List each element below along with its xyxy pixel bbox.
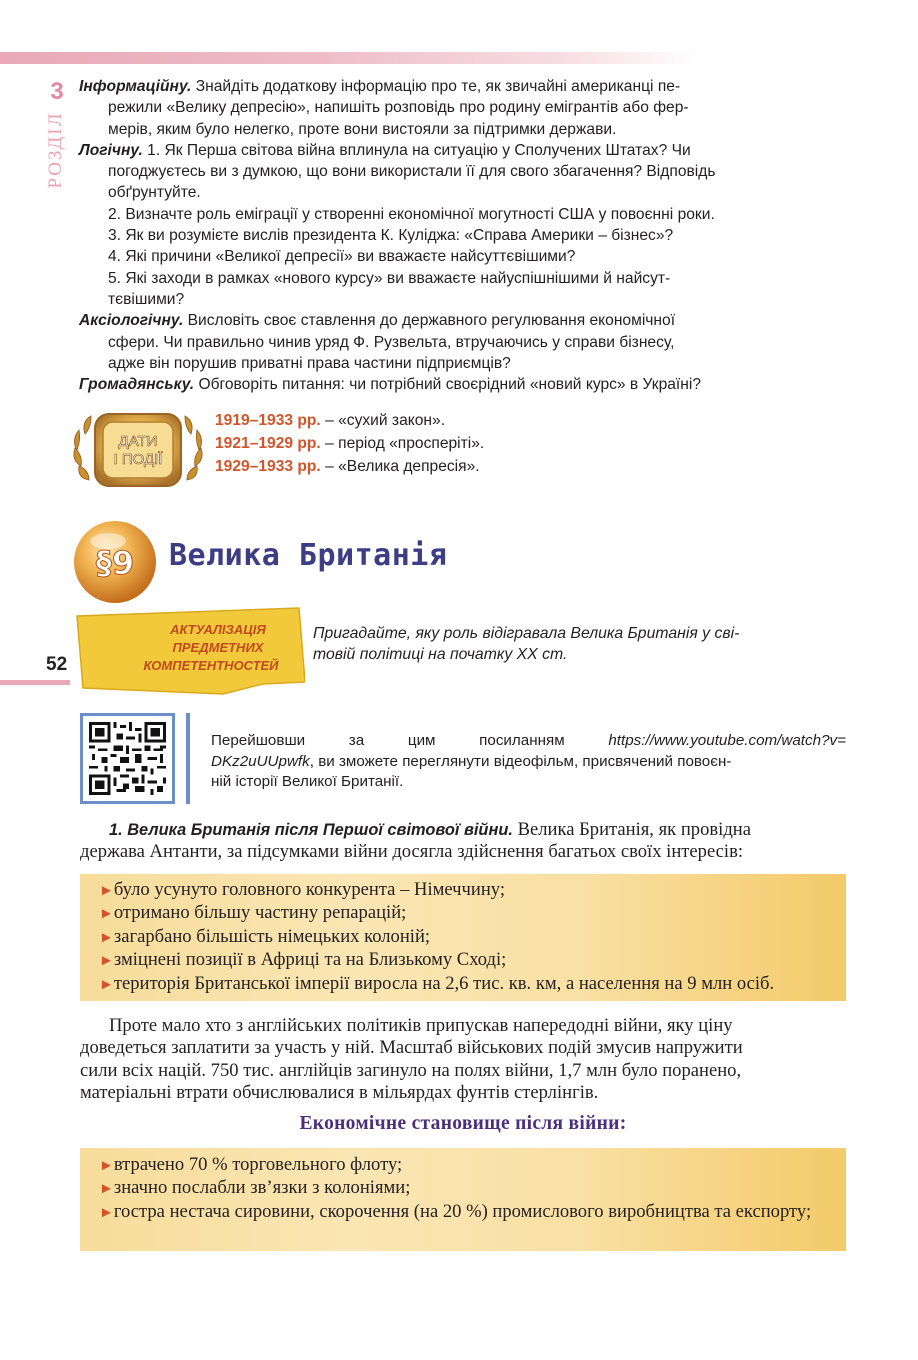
dates-list [215, 409, 484, 478]
economic-item-text: значно послабли зв’язки з колоніями; [113, 1177, 411, 1199]
dates-and-events-badge [67, 400, 209, 500]
video-word: за [348, 732, 365, 749]
task-line: Знайдіть додаткову інформацію про те, як звичайні американці пе- [195, 78, 681, 95]
chapter-side-label [44, 78, 70, 188]
paragraph-line: доведеться заплатити за участь у ній. Масштаб військових подій змусив напружити [80, 1037, 743, 1059]
results-item-text: отримано більшу частину репарацій; [113, 902, 407, 924]
results-item [99, 949, 846, 972]
task-question: 3. Як ви розумієте вислів президента К. Куліджа: «Справа Америки – бізнес»? [108, 227, 674, 245]
qr-code-icon [89, 722, 166, 795]
economic-item [99, 1154, 838, 1177]
paragraph-line: матеріальні втрати обчислювалися в мільярдах фунтів стерлінгів. [80, 1081, 599, 1103]
task-head: Громадянську. [79, 376, 195, 394]
date-years: 1919–1933 рр. [215, 412, 321, 429]
task-head: Аксіологічну. [79, 312, 184, 330]
task-informational [79, 76, 847, 140]
task-line: Висловіть своє ставлення до державного регулювання економічної [187, 312, 676, 330]
task-logical [79, 140, 847, 310]
results-box [80, 874, 846, 1001]
recall-question [313, 623, 846, 665]
top-decorative-band [0, 52, 700, 64]
date-years: 1921–1929 рр. [215, 435, 321, 452]
triangle-bullet-icon: ► [99, 929, 114, 946]
qr-code[interactable] [80, 713, 175, 804]
video-word: посиланням [479, 732, 565, 749]
badge-text-line1: ДАТИ [118, 433, 158, 450]
qr-side-bar [186, 713, 190, 804]
task-line: Обговоріть питання: чи потрібний своєрідний «новий курс» в Україні? [198, 376, 702, 394]
video-word: Перейшовши [211, 732, 306, 749]
recall-line: Пригадайте, яку роль відігравала Велика Британія у сві- [313, 625, 740, 642]
economic-situation-heading: Економічне становище після війни: [299, 1113, 627, 1134]
banner-shape [73, 606, 305, 696]
task-civic [79, 374, 847, 395]
economic-item-text: гостра нестача сировини, скорочення (на 20 %) промислового виробництва та експорту; [113, 1200, 812, 1222]
page-number-rule [0, 680, 70, 685]
results-item-text: загарбано більшість німецьких колоній; [113, 925, 431, 947]
task-line: мерів, яким було нелегко, проте вони вистояли за підтримки держави. [108, 120, 617, 138]
chapter-number: 3 [50, 78, 64, 105]
results-item-text: зміцнені позиції в Африці та на Близькому Сході; [113, 949, 507, 971]
paragraph-line: сили всіх націй. 750 тис. англійців загинуло на полях війни, 1,7 млн було поранено, [80, 1059, 742, 1081]
task-line: сфери. Чи правильно чинив уряд Ф. Рузвельта, втручаючись у справи бізнесу, [108, 333, 675, 351]
video-word: цим [407, 732, 436, 749]
paragraph-number-badge [72, 519, 158, 605]
task-question: 4. Які причини «Великої депресії» ви вважаєте найсуттєвішими? [108, 248, 576, 266]
video-link-text [211, 731, 846, 793]
banner-line3: КОМПЕТЕНТНОСТЕЙ [143, 658, 279, 673]
results-item-text: територія Британської імперії виросла на 2,6 тис. кв. км, а населення на 9 млн осіб. [113, 972, 775, 994]
triangle-bullet-icon: ► [99, 1204, 114, 1221]
competencies-banner [73, 606, 305, 696]
date-text: – «сухий закон». [320, 412, 446, 429]
section-1-line1 [80, 819, 846, 841]
date-years: 1929–1933 рр. [215, 458, 321, 475]
section-1-line2: держава Антанти, за підсумками війни досягла здійснення багатьох своїх інтересів: [80, 841, 744, 863]
video-url[interactable]: https://www.youtube.com/watch?v= [608, 732, 846, 749]
date-text: – «Велика депресія». [320, 458, 480, 475]
task-line: режили «Велику депресію», напишіть розповідь про родину емігрантів або фер- [108, 99, 689, 117]
date-entry [215, 409, 484, 432]
section-1-intro [80, 819, 846, 864]
triangle-bullet-icon: ► [99, 906, 114, 923]
economic-box [80, 1148, 846, 1251]
results-item-text: було усунуто головного конкурента – Німеччину; [113, 879, 505, 900]
task-line: адже він порушив приватні права частини підприємців? [108, 354, 511, 372]
badge-text-line2: І ПОДІЇ [113, 451, 163, 468]
economic-item-text: втрачено 70 % торговельного флоту; [113, 1154, 403, 1175]
task-axiological [79, 310, 847, 374]
triangle-bullet-icon: ► [99, 1181, 114, 1198]
video-line3: ній історії Великої Британії. [211, 773, 404, 790]
date-entry [215, 455, 484, 478]
recall-line: товій політиці на початку XX ст. [313, 646, 568, 663]
task-line: 1. Як Перша світова війна вплинула на ситуацію у Сполучених Штатах? Чи [147, 141, 691, 159]
task-line: погоджуєтесь ви з думкою, що вони використали її для свого збагачення? Відповідь [108, 163, 716, 181]
task-head: Логічну. [79, 141, 143, 159]
paragraph-title: Велика Британія [169, 538, 448, 573]
task-question: тєвішими? [108, 290, 185, 308]
task-question: 2. Визначте роль еміграції у створенні економічної могутності США у повоєнні роки. [108, 205, 715, 223]
page-number: 52 [46, 654, 68, 675]
results-item [99, 973, 846, 996]
economic-item [99, 1201, 838, 1224]
video-line2-text: , ви зможете переглянути відеофільм, присвячений повоєн- [309, 752, 732, 770]
video-line2 [211, 752, 846, 773]
results-item [99, 902, 846, 925]
task-head: Інформаційну. [79, 78, 192, 95]
section-1-text: Велика Британія, як провідна [512, 819, 751, 840]
task-line: обґрунтуйте. [108, 184, 201, 202]
results-item [99, 879, 846, 902]
results-item [99, 926, 846, 949]
banner-line2: ПРЕДМЕТНИХ [172, 640, 264, 655]
triangle-bullet-icon: ► [99, 976, 114, 993]
video-url-id[interactable]: DKz2uUUpwfk [211, 752, 310, 770]
economic-item [99, 1177, 838, 1200]
tasks-block [79, 76, 847, 395]
paragraph-line: Проте мало хто з англійських політиків припускав напередодні війни, яку ціну [109, 1015, 733, 1036]
chapter-word: РОЗДІЛ [45, 111, 66, 189]
date-entry [215, 432, 484, 455]
section-1-heading: 1. Велика Британія після Першої світової війни. [109, 821, 513, 839]
triangle-bullet-icon: ► [99, 953, 114, 970]
date-text: – період «просперіті». [320, 435, 485, 452]
triangle-bullet-icon: ► [99, 883, 114, 899]
paragraph-number: §9 [95, 544, 135, 582]
war-cost-paragraph [80, 1015, 846, 1104]
gold-sphere-icon [72, 519, 158, 605]
task-question: 5. Які заходи в рамках «нового курсу» ви вважаєте найуспішнішими й найсут- [108, 269, 671, 287]
video-line1 [211, 731, 846, 752]
banner-line1: АКТУАЛІЗАЦІЯ [170, 622, 266, 637]
triangle-bullet-icon: ► [99, 1158, 114, 1174]
laurel-frame-icon [67, 400, 209, 500]
